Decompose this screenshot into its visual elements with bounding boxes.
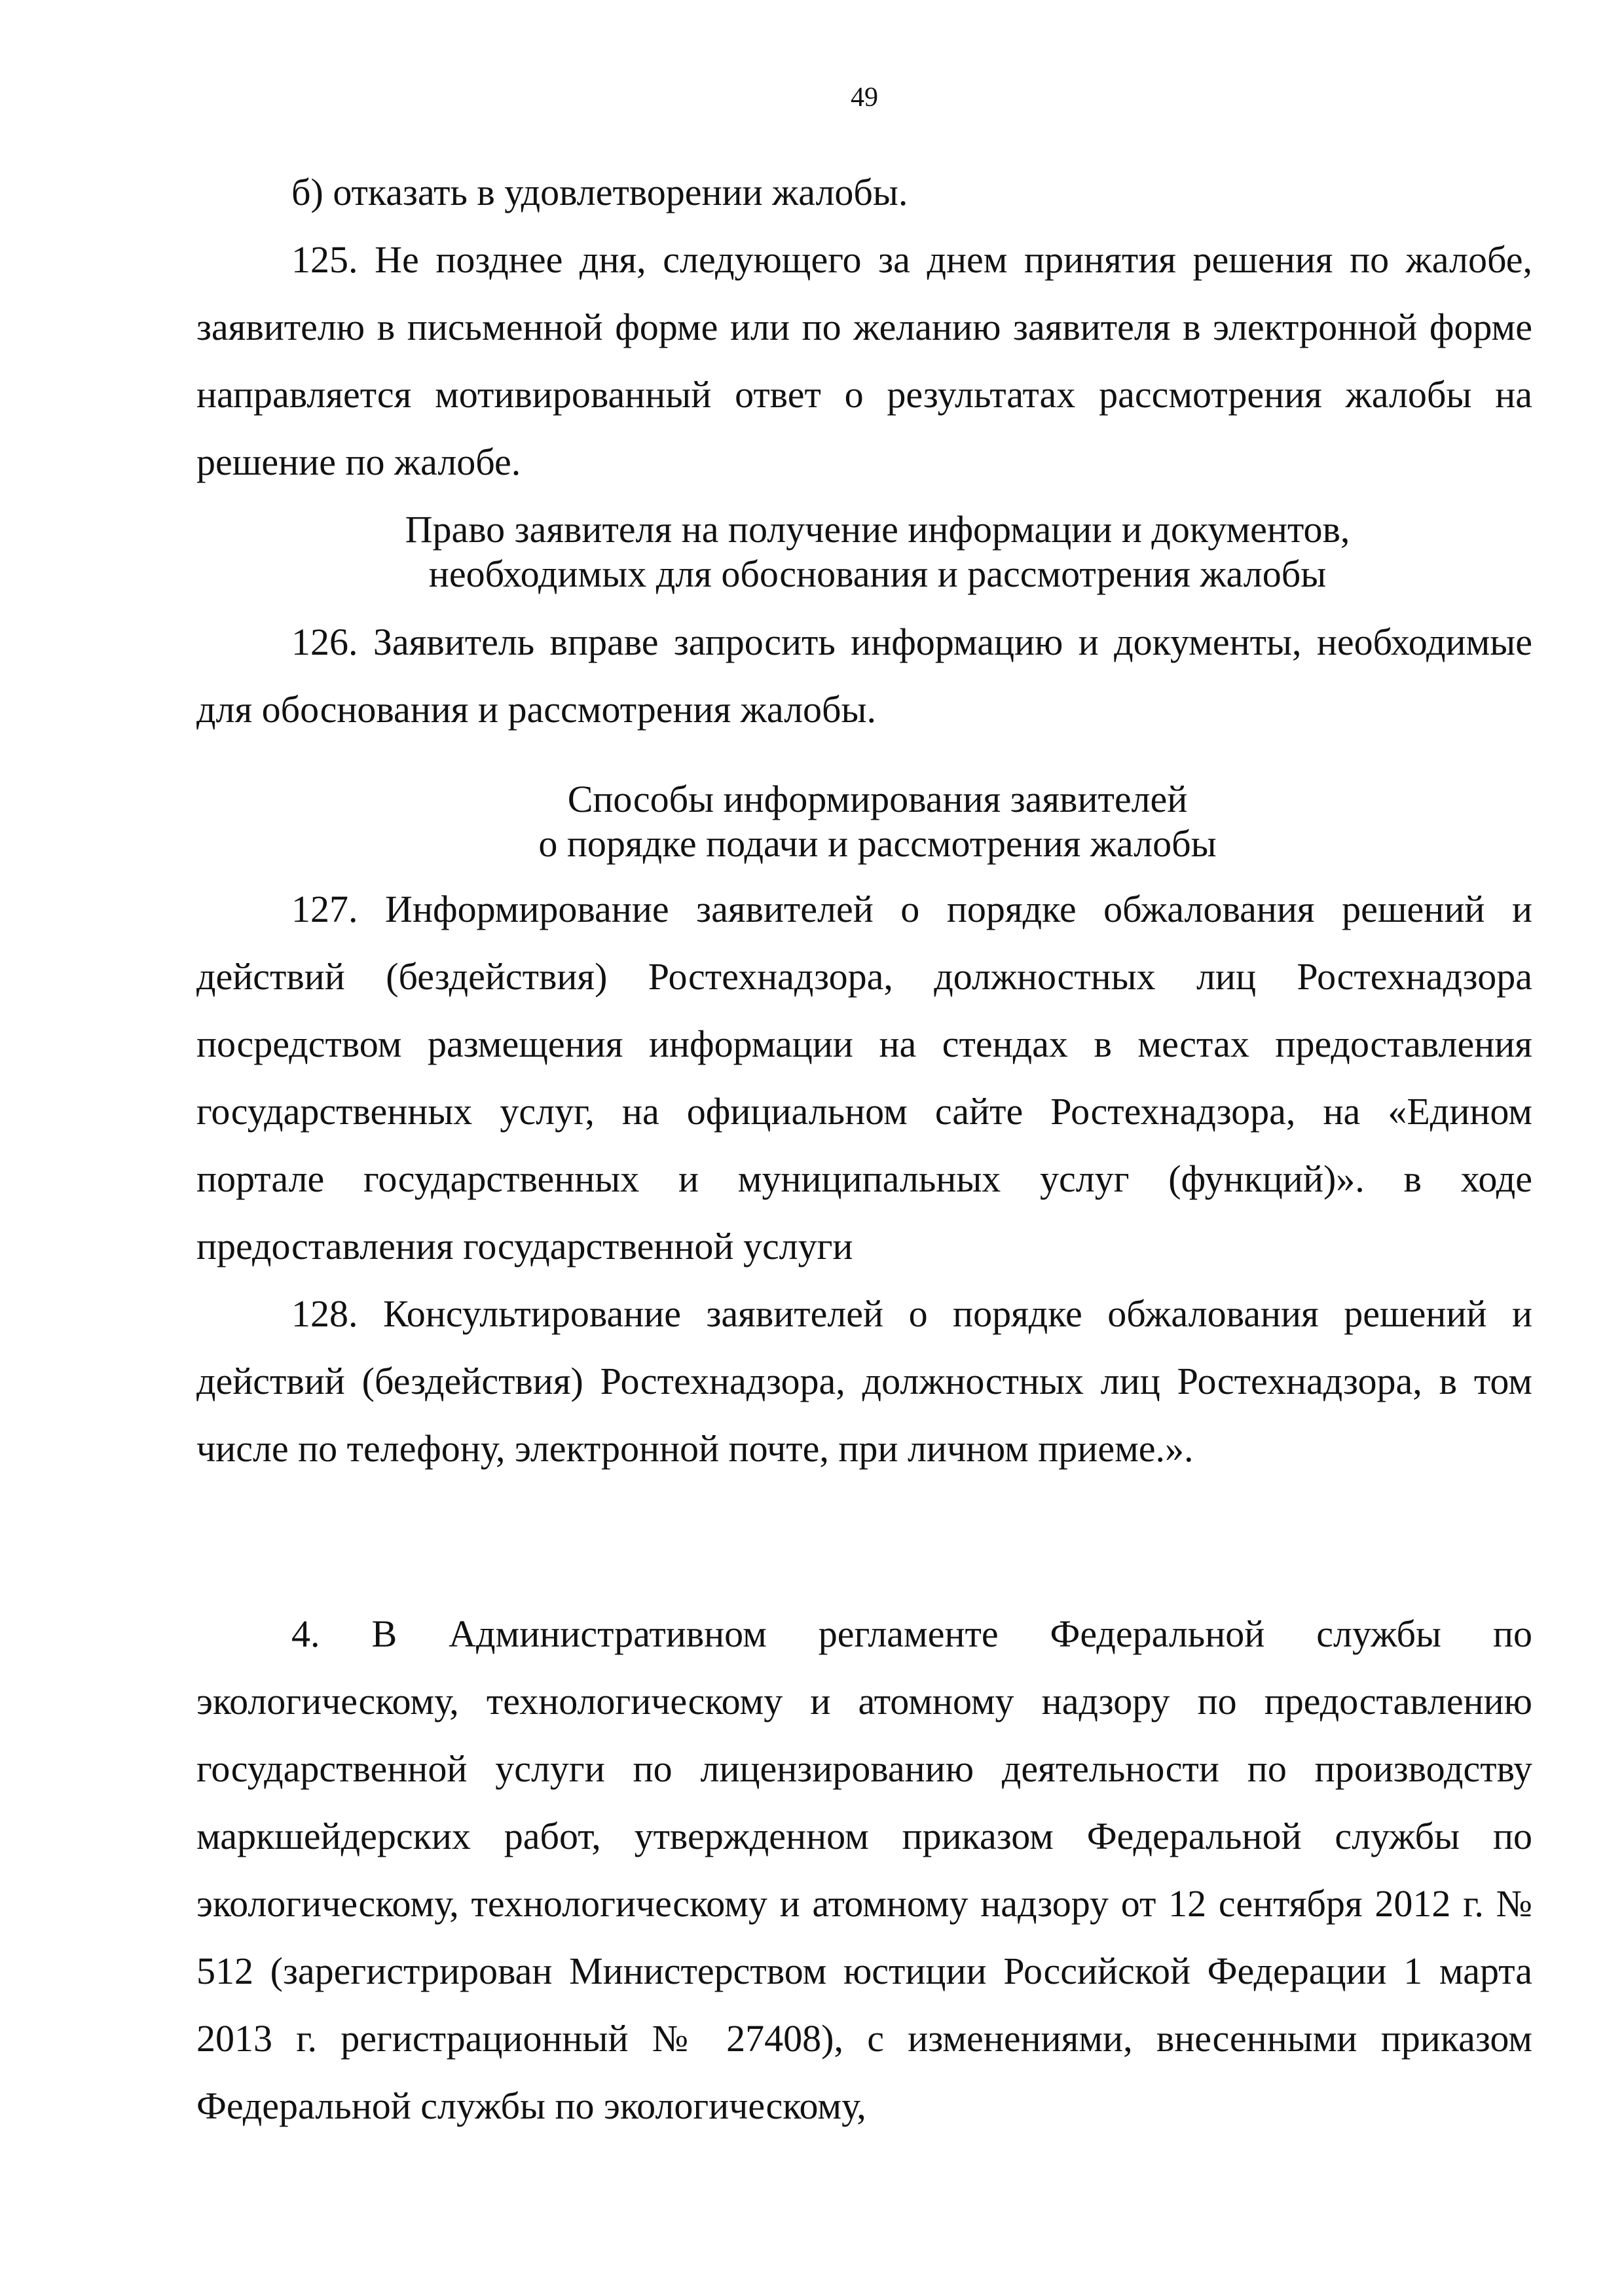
- section-heading-right-to-information: [196, 507, 1532, 596]
- paragraph-125: 125. Не позднее дня, следующего за днем принятия решения по жалобе, заявителю в письменной форме или по желанию заявителя в электронной форме направляется мотивированный ответ о результатах рассмотрения жалобы на решение по жалобе.: [196, 238, 1532, 483]
- section-heading-line: Способы информирования заявителей: [567, 778, 1188, 820]
- section-heading-line: Право заявителя на получение информации и документов,: [405, 508, 1350, 551]
- paragraph-128: 128. Консультирование заявителей о порядке обжалования решений и действий (бездействия) Ростехнадзора, должностных лиц Ростехнадзора, в том числе по телефону, электронной почте, при личном приеме.».: [196, 1292, 1532, 1470]
- paragraph-127: 127. Информирование заявителей о порядке обжалования решений и действий (бездействия) Ростехнадзора, должностных лиц Ростехнадзора посредством размещения информации на стендах в местах предоставления государственных услуг, на официальном сайте Ростехнадзора, на «Едином портале государственных и муниципальных услуг (функций)». в ходе предоставления государственной услуги: [196, 888, 1532, 1267]
- paragraph-item-b: б) отказать в удовлетворении жалобы.: [291, 171, 908, 213]
- section-heading-line: необходимых для обоснования и рассмотрения жалобы: [428, 553, 1327, 595]
- section-heading-informing-methods: [196, 777, 1532, 866]
- page-number: 49: [851, 82, 878, 113]
- section-heading-line: о порядке подачи и рассмотрения жалобы: [538, 822, 1217, 865]
- document-body: [196, 158, 1532, 2140]
- paragraph-126: 126. Заявитель вправе запросить информацию и документы, необходимые для обоснования и рассмотрения жалобы.: [196, 621, 1532, 731]
- paragraph-4: 4. В Административном регламенте Федеральной службы по экологическому, технологическому и атомному надзору по предоставлению государственной услуги по лицензированию деятельности по производству маркшейдерских работ, утвержденном приказом Федеральной службы по экологическому, технологическому и атомному надзору от 12 сентября 2012 г. № 512 (зарегистрирован Министерством юстиции Российской Федерации 1 марта 2013 г. регистрационный № 27408), с изменениями, внесенными приказом Федеральной службы по экологическому,: [196, 1613, 1532, 2127]
